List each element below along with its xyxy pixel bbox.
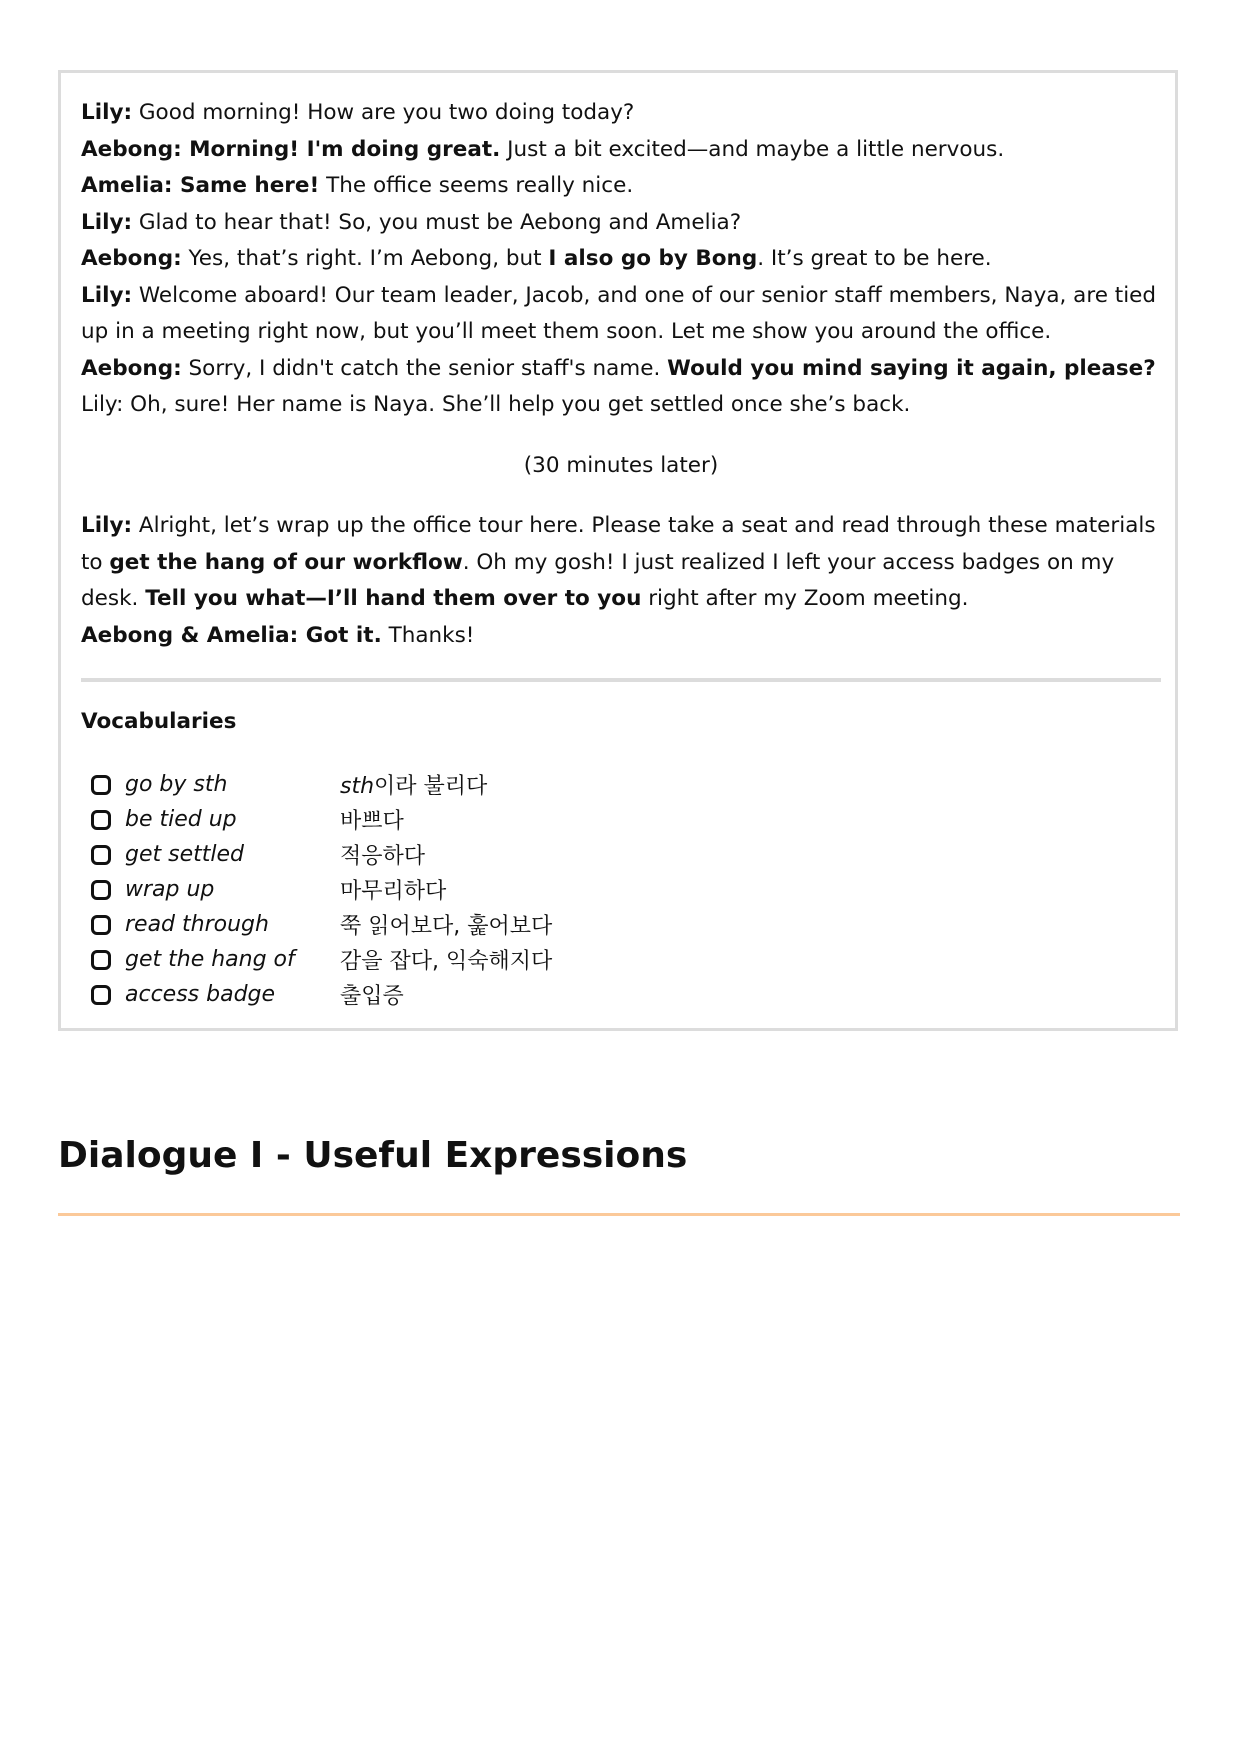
meaning-text: 이라 불리다 bbox=[374, 774, 488, 799]
vocab-term: access badge bbox=[125, 982, 276, 1007]
meaning-text: 바쁘다 bbox=[340, 809, 404, 834]
dialogue-part-1 bbox=[81, 95, 1161, 424]
text: Thanks! bbox=[381, 622, 475, 648]
divider bbox=[81, 678, 1161, 682]
text: Sorry, I didn't catch the senior staff's name. bbox=[181, 355, 668, 381]
checkbox[interactable] bbox=[91, 880, 111, 900]
meaning-text: 마무리하다 bbox=[340, 879, 447, 904]
checkbox[interactable] bbox=[91, 775, 111, 795]
bold-text: Lily: bbox=[81, 209, 133, 235]
checkbox[interactable] bbox=[91, 845, 111, 865]
section-heading: Dialogue I - Useful Expressions bbox=[58, 1135, 688, 1176]
meaning-text: 적응하다 bbox=[340, 844, 426, 869]
dialogue-line bbox=[81, 132, 1161, 169]
checkbox[interactable] bbox=[91, 950, 111, 970]
vocab-meaning bbox=[340, 769, 487, 800]
meaning-text: 감을 잡다, 익숙해지다 bbox=[340, 949, 553, 974]
dialogue-line bbox=[81, 278, 1161, 351]
meaning-text: 쭉 읽어보다, 훑어보다 bbox=[340, 914, 553, 939]
dialogue-part-2 bbox=[81, 508, 1161, 654]
bold-text: Amelia: Same here! bbox=[81, 173, 320, 198]
text: Lily: Oh, sure! Her name is Naya. She’ll help you get settled once she’s back. bbox=[81, 392, 911, 417]
vocab-meaning bbox=[340, 944, 552, 975]
dialogue-line bbox=[81, 618, 1161, 655]
bold-text: Lily: bbox=[81, 282, 133, 308]
bold-text: I also go by Bong bbox=[548, 246, 758, 271]
dialogue-line bbox=[81, 387, 1161, 424]
dialogue-line bbox=[81, 508, 1161, 618]
text: Alright, let’s wrap up the office tour here. Please take a seat and read through these materials to bbox=[81, 513, 1156, 575]
vocab-item bbox=[91, 767, 552, 802]
dialogue-box bbox=[58, 70, 1178, 1031]
text: . Oh my gosh! I just realized I left your access badges on my desk. bbox=[81, 549, 1115, 611]
bold-text: Lily: bbox=[81, 100, 133, 125]
text: Welcome aboard! Our team leader, Jacob, and one of our senior staff members, Naya, are tied up in a meeting right now, but you’ll meet them soon. Let me show you around the office. bbox=[81, 282, 1157, 344]
vocab-meaning bbox=[340, 804, 404, 835]
text: . It’s great to be here. bbox=[757, 246, 992, 271]
vocab-item bbox=[91, 802, 552, 837]
vocab-item bbox=[91, 977, 552, 1012]
bold-text: Would you mind saying it again, please? bbox=[667, 355, 1156, 381]
bold-text: Aebong & Amelia: Got it. bbox=[81, 622, 382, 648]
meaning-italic: sth bbox=[340, 774, 375, 799]
bold-text: get the hang of our workflow bbox=[109, 549, 463, 575]
bold-text: Lily: bbox=[81, 513, 133, 538]
checkbox[interactable] bbox=[91, 810, 111, 830]
dialogue-line bbox=[81, 241, 1161, 278]
vocab-item bbox=[91, 907, 552, 942]
time-note: (30 minutes later) bbox=[523, 452, 719, 478]
vocab-item bbox=[91, 872, 552, 907]
vocab-term: get the hang of bbox=[125, 947, 295, 972]
vocab-term: wrap up bbox=[125, 877, 215, 902]
vocab-term: get settled bbox=[125, 842, 244, 867]
dialogue-line bbox=[81, 95, 1161, 132]
text: Good morning! How are you two doing today? bbox=[132, 100, 635, 125]
bold-text: Tell you what—I’ll hand them over to you bbox=[145, 586, 642, 611]
vocab-term: be tied up bbox=[125, 807, 237, 832]
vocab-list bbox=[91, 767, 552, 1012]
vocab-meaning bbox=[340, 909, 552, 940]
bold-text: Aebong: bbox=[81, 246, 182, 271]
dialogue-line bbox=[81, 351, 1161, 388]
meaning-text: 출입증 bbox=[340, 984, 404, 1009]
dialogue-line bbox=[81, 168, 1161, 205]
text: Just a bit excited—and maybe a little nervous. bbox=[500, 136, 1005, 162]
vocab-meaning bbox=[340, 979, 404, 1010]
dialogue-line bbox=[81, 205, 1161, 242]
vocab-term: go by sth bbox=[125, 772, 228, 797]
checkbox[interactable] bbox=[91, 915, 111, 935]
heading-underline bbox=[58, 1213, 1180, 1216]
bold-text: Aebong: Morning! I'm doing great. bbox=[81, 136, 501, 162]
bold-text: Aebong: bbox=[81, 355, 182, 381]
text: right after my Zoom meeting. bbox=[641, 586, 969, 611]
text: Glad to hear that! So, you must be Aebong and Amelia? bbox=[132, 209, 742, 235]
vocab-item bbox=[91, 942, 552, 977]
text: Yes, that’s right. I’m Aebong, but bbox=[181, 246, 549, 271]
vocab-meaning bbox=[340, 874, 446, 905]
vocab-meaning bbox=[340, 839, 425, 870]
vocab-title: Vocabularies bbox=[81, 709, 237, 734]
checkbox[interactable] bbox=[91, 985, 111, 1005]
vocab-item bbox=[91, 837, 552, 872]
vocab-term: read through bbox=[125, 912, 269, 937]
dialogue-text bbox=[81, 95, 1161, 654]
text: The office seems really nice. bbox=[319, 173, 634, 198]
